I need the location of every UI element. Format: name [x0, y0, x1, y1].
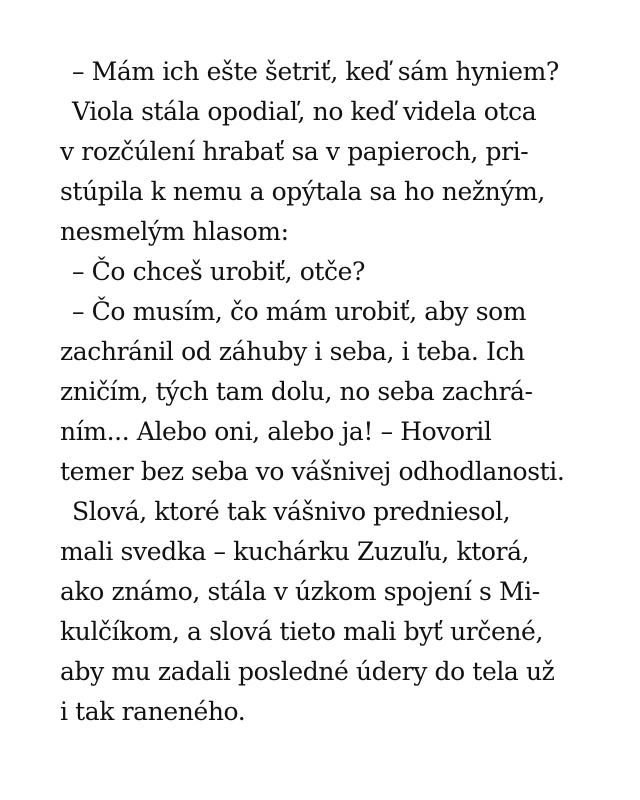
text-line: – Čo musím, čo mám urobiť, aby som [72, 297, 527, 326]
text-line: i tak raneného. [60, 697, 246, 726]
text-line: ním... Alebo oni, alebo ja! – Hovoril [60, 417, 492, 446]
text-line: v rozčúlení hrabať sa v papieroch, pri- [60, 137, 529, 166]
text-line: stúpila k nemu a opýtala sa ho nežným, [60, 177, 545, 206]
text-line: Slová, ktoré tak vášnivo predniesol, [72, 497, 511, 526]
text-line: mali svedka – kuchárku Zuzuľu, ktorá, [60, 537, 530, 566]
text-line: zničím, tých tam dolu, no seba zachrá- [60, 377, 533, 406]
text-line: – Mám ich ešte šetriť, keď sám hyniem? [72, 57, 559, 86]
text-line: Viola stála opodiaľ, no keď videla otca [72, 97, 537, 126]
text-line: temer bez seba vo vášnivej odhodlanosti. [60, 457, 565, 486]
text-line: aby mu zadali posledné údery do tela už [60, 657, 555, 686]
book-page-text [60, 52, 600, 732]
text-line: kulčíkom, a slová tieto mali byť určené, [60, 617, 543, 646]
text-line: – Čo chceš urobiť, otče? [72, 257, 365, 286]
text-line: ako známo, stála v úzkom spojení s Mi- [60, 577, 540, 606]
text-line: zachránil od záhuby i seba, i teba. Ich [60, 337, 525, 366]
text-line: nesmelým hlasom: [60, 217, 289, 246]
